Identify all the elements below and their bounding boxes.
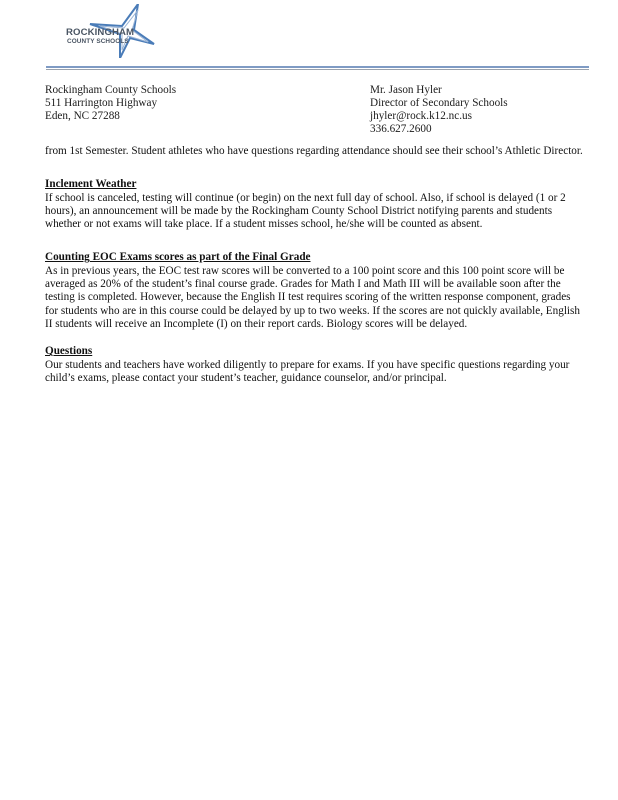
header-rule-gray [46,69,589,70]
address-line: Eden, NC 27288 [45,110,120,122]
address-line: 511 Harrington Highway [45,97,158,109]
logo-line2: COUNTY SCHOOLS [67,38,129,45]
logo-line1: ROCKINGHAM [66,27,135,38]
section-text-inclement-weather: If school is canceled, testing will continue (or begin) on the next full day of school. Also, if school is delayed (1 or 2 hours), an announcement will be made by the Rockingham County School District notifying parents and students whether or not exams will take place. If a student misses school, he/she will be counted as absent. [45,191,566,231]
intro-paragraph: from 1st Semester. Student athletes who have questions regarding attendance should see their school’s Athletic Director. [45,145,583,157]
contact-phone: 336.627.2600 [370,123,432,135]
contact-email: jhyler@rock.k12.nc.us [370,110,472,122]
address-line: Rockingham County Schools [45,84,177,96]
section-text-questions: Our students and teachers have worked diligently to prepare for exams. If you have specific questions regarding your child’s exams, please contact your student’s teacher, guidance counselor, and/or principal. [45,358,570,384]
header-rule-blue [46,66,589,68]
section-text-eoc-scores: As in previous years, the EOC test raw scores will be converted to a 100 point score and this 100 point score will be averaged as 20% of the student’s final course grade. Grades for Math I and Math III will be available soon after the testing is completed. However, because the English II test requires scoring of the written response component, grades for students who are in this course could be delayed by up to two weeks. If the scores are not quickly available, English II students will receive an Incomplete (I) on their report cards. Biology scores will be delayed. [45,264,580,330]
contact-name: Mr. Jason Hyler [370,84,442,96]
letter-body [45,145,585,385]
section-heading-questions: Questions [45,345,93,358]
contact-title: Director of Secondary Schools [370,97,508,109]
sender-address [45,84,176,123]
contact-block [370,84,508,136]
logo-text [66,28,134,46]
section-heading-eoc-scores: Counting EOC Exams scores as part of the Final Grade [45,251,311,264]
section-heading-inclement-weather: Inclement Weather [45,178,137,191]
